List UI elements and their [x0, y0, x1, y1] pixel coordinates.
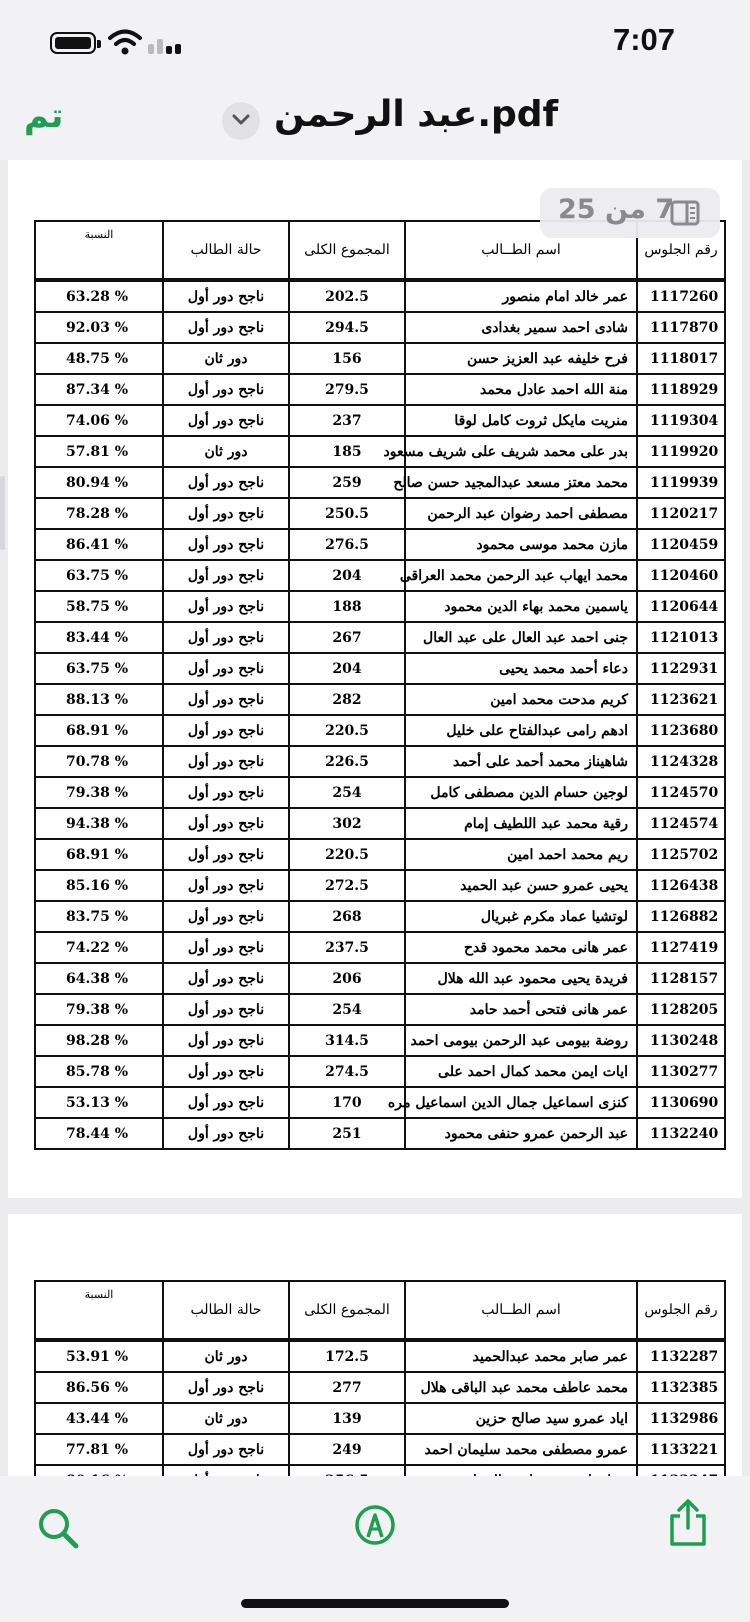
percent-cell: 85.78 % [35, 1056, 163, 1087]
name-cell: عبد الرحمن عمرو حنفى محمود [405, 1118, 637, 1149]
status-cell: ناجح دور أول [163, 529, 289, 560]
seat-cell: 1121013 [637, 622, 725, 653]
table-row [35, 622, 725, 653]
total-cell: 254 [289, 994, 405, 1025]
table-row [35, 467, 725, 498]
table-row [35, 994, 725, 1025]
percent-cell: 85.16 % [35, 870, 163, 901]
status-cell: ناجح دور أول [163, 498, 289, 529]
battery-icon [50, 32, 96, 54]
status-cell: ناجح دور أول [163, 560, 289, 591]
status-cell: ناجح دور أول [163, 994, 289, 1025]
name-cell: عمر هانى محمد محمود قدح [405, 932, 637, 963]
table-row [35, 1087, 725, 1118]
results-table [34, 220, 726, 1150]
total-cell: 237 [289, 405, 405, 436]
name-cell: رقية محمد عبد اللطيف إمام [405, 808, 637, 839]
status-cell: ناجح دور أول [163, 467, 289, 498]
cellular-signal-icon [148, 32, 184, 54]
column-header-percent: النسبة [35, 1281, 163, 1340]
wifi-icon [108, 28, 142, 56]
percent-cell: 94.38 % [35, 808, 163, 839]
total-cell: 254 [289, 777, 405, 808]
nav-bar [0, 90, 750, 160]
percent-cell: 68.91 % [35, 839, 163, 870]
table-row [35, 591, 725, 622]
seat-cell: 1124570 [637, 777, 725, 808]
status-cell: ناجح دور أول [163, 591, 289, 622]
total-cell: 172.5 [289, 1340, 405, 1372]
total-cell: 170 [289, 1087, 405, 1118]
table-row [35, 1372, 725, 1403]
percent-cell: 74.22 % [35, 932, 163, 963]
table-row [35, 312, 725, 343]
pdf-viewer[interactable] [0, 160, 750, 1476]
table-row [35, 1434, 725, 1465]
seat-cell: 1130277 [637, 1056, 725, 1087]
seat-cell: 1126882 [637, 901, 725, 932]
table-row [35, 343, 725, 374]
percent-cell: 87.34 % [35, 374, 163, 405]
percent-cell: 53.91 % [35, 1340, 163, 1372]
table-row [35, 1403, 725, 1434]
sidebar-thumbnails-icon [670, 200, 700, 226]
status-cell: ناجح دور أول [163, 963, 289, 994]
percent-cell: 78.44 % [35, 1118, 163, 1149]
markup-pen-icon[interactable] [354, 1504, 396, 1546]
status-cell: ناجح دور أول [163, 653, 289, 684]
total-cell: 268 [289, 901, 405, 932]
status-cell: ناجح دور أول [163, 777, 289, 808]
total-cell: 259 [289, 467, 405, 498]
percent-cell: 79.38 % [35, 994, 163, 1025]
document-title: عبد الرحمن.pdf [274, 94, 559, 135]
table-row [35, 374, 725, 405]
total-cell: 267 [289, 622, 405, 653]
table-row [35, 901, 725, 932]
table-row [35, 1025, 725, 1056]
seat-cell: 1120459 [637, 529, 725, 560]
total-cell: 276.5 [289, 529, 405, 560]
scroll-indicator[interactable] [0, 476, 5, 550]
seat-cell: 1128205 [637, 994, 725, 1025]
percent-cell: 80.94 % [35, 467, 163, 498]
name-cell: يحيى عمرو حسن عبد الحميد [405, 870, 637, 901]
percent-cell: 43.44 % [35, 1403, 163, 1434]
table-row [35, 1056, 725, 1087]
seat-cell: 1127419 [637, 932, 725, 963]
page-indicator-label: 7 من 25 [558, 194, 675, 225]
name-cell: منة الله احمد عادل محمد [405, 374, 637, 405]
total-cell: 250.5 [289, 498, 405, 529]
name-cell: دعاء أحمد محمد يحيى [405, 653, 637, 684]
percent-cell: 57.81 % [35, 436, 163, 467]
percent-cell: 64.38 % [35, 963, 163, 994]
column-header-status: حالة الطالب [163, 1281, 289, 1340]
done-button[interactable]: تم [24, 96, 64, 136]
table-row [35, 529, 725, 560]
total-cell: 272.5 [289, 870, 405, 901]
seat-cell: 1132287 [637, 1340, 725, 1372]
total-cell: 185 [289, 436, 405, 467]
column-header-name: اسم الطــالب [405, 1281, 637, 1340]
status-cell: ناجح دور أول [163, 932, 289, 963]
name-cell: منريت مايكل ثروت كامل لوقا [405, 405, 637, 436]
column-header-seat: رقم الجلوس [637, 221, 725, 280]
table-row [35, 560, 725, 591]
seat-cell: 1130690 [637, 1087, 725, 1118]
percent-cell: 63.75 % [35, 560, 163, 591]
total-cell: 188 [289, 591, 405, 622]
seat-cell: 1120644 [637, 591, 725, 622]
column-header-total: المجموع الكلى [289, 1281, 405, 1340]
table-row [35, 715, 725, 746]
name-cell: فرح خليفه عبد العزيز حسن [405, 343, 637, 374]
status-cell: ناجح دور أول [163, 622, 289, 653]
total-cell: 204 [289, 653, 405, 684]
total-cell: 156 [289, 343, 405, 374]
total-cell: 282 [289, 684, 405, 715]
name-cell: ادهم رامى عبدالفتاح على خليل [405, 715, 637, 746]
clock: 7:07 [612, 22, 675, 57]
table-row [35, 746, 725, 777]
seat-cell: 1119920 [637, 436, 725, 467]
total-cell: 139 [289, 1403, 405, 1434]
total-cell: 314.5 [289, 1025, 405, 1056]
seat-cell: 1118017 [637, 343, 725, 374]
status-cell: دور ثان [163, 1340, 289, 1372]
name-cell: شادى احمد سمير بغدادى [405, 312, 637, 343]
table-row [35, 1118, 725, 1149]
status-cell: دور ثان [163, 1403, 289, 1434]
status-cell: ناجح دور أول [163, 1372, 289, 1403]
table-row [35, 1340, 725, 1372]
status-cell: ناجح دور أول [163, 405, 289, 436]
seat-cell: 1132385 [637, 1372, 725, 1403]
column-header-total: المجموع الكلى [289, 221, 405, 280]
seat-cell: 1123680 [637, 715, 725, 746]
seat-cell: 1118929 [637, 374, 725, 405]
name-cell: كنزى اسماعيل جمال الدين اسماعيل مره [405, 1087, 637, 1118]
percent-cell: 92.03 % [35, 312, 163, 343]
percent-cell: 78.28 % [35, 498, 163, 529]
status-cell: ناجح دور أول [163, 1087, 289, 1118]
seat-cell: 1119939 [637, 467, 725, 498]
seat-cell: 1133221 [637, 1434, 725, 1465]
pdf-page [8, 160, 742, 1198]
seat-cell: 1132240 [637, 1118, 725, 1149]
percent-cell: 83.44 % [35, 622, 163, 653]
status-cell: ناجح دور أول [163, 280, 289, 312]
name-cell: روضة بيومى عبد الرحمن بيومى احمد [405, 1025, 637, 1056]
seat-cell: 1126438 [637, 870, 725, 901]
total-cell: 226.5 [289, 746, 405, 777]
name-cell: مصطفى احمد رضوان عبد الرحمن [405, 498, 637, 529]
seat-cell: 1117260 [637, 280, 725, 312]
total-cell: 206 [289, 963, 405, 994]
status-bar [0, 0, 750, 90]
name-cell: كريم مدحت محمد امين [405, 684, 637, 715]
results-table [34, 1280, 726, 1497]
column-header-seat: رقم الجلوس [637, 1281, 725, 1340]
table-row [35, 870, 725, 901]
status-cell: ناجح دور أول [163, 1434, 289, 1465]
status-cell: ناجح دور أول [163, 374, 289, 405]
percent-cell: 63.28 % [35, 280, 163, 312]
status-cell: ناجح دور أول [163, 1025, 289, 1056]
percent-cell: 68.91 % [35, 715, 163, 746]
name-cell: محمد معتز مسعد عبدالمجيد حسن صالح [405, 467, 637, 498]
seat-cell: 1132986 [637, 1403, 725, 1434]
percent-cell: 88.13 % [35, 684, 163, 715]
total-cell: 294.5 [289, 312, 405, 343]
table-row [35, 932, 725, 963]
name-cell: عمرو مصطفى محمد سليمان احمد [405, 1434, 637, 1465]
seat-cell: 1120460 [637, 560, 725, 591]
status-cell: ناجح دور أول [163, 870, 289, 901]
seat-cell: 1128157 [637, 963, 725, 994]
name-cell: اياد عمرو سيد صالح حزين [405, 1403, 637, 1434]
name-cell: محمد عاطف محمد عبد الباقى هلال [405, 1372, 637, 1403]
percent-cell: 63.75 % [35, 653, 163, 684]
name-cell: عمر هانى فتحى أحمد حامد [405, 994, 637, 1025]
chevron-down-icon [231, 113, 251, 127]
seat-cell: 1130248 [637, 1025, 725, 1056]
status-cell: ناجح دور أول [163, 1118, 289, 1149]
seat-cell: 1120217 [637, 498, 725, 529]
status-cell: ناجح دور أول [163, 684, 289, 715]
name-cell: لوتشيا عماد مكرم غبريال [405, 901, 637, 932]
table-row [35, 777, 725, 808]
total-cell: 220.5 [289, 839, 405, 870]
total-cell: 204 [289, 560, 405, 591]
percent-cell: 58.75 % [35, 591, 163, 622]
percent-cell: 86.41 % [35, 529, 163, 560]
name-cell: ريم محمد احمد امين [405, 839, 637, 870]
table-row [35, 405, 725, 436]
status-cell: ناجح دور أول [163, 715, 289, 746]
seat-cell: 1123621 [637, 684, 725, 715]
total-cell: 220.5 [289, 715, 405, 746]
total-cell: 249 [289, 1434, 405, 1465]
name-cell: عمر صابر محمد عبدالحميد [405, 1340, 637, 1372]
total-cell: 202.5 [289, 280, 405, 312]
status-cell: ناجح دور أول [163, 312, 289, 343]
seat-cell: 1122931 [637, 653, 725, 684]
name-cell: مازن محمد موسى محمود [405, 529, 637, 560]
status-cell: ناجح دور أول [163, 1056, 289, 1087]
percent-cell: 77.81 % [35, 1434, 163, 1465]
status-cell: ناجح دور أول [163, 746, 289, 777]
table-row [35, 436, 725, 467]
home-indicator[interactable] [241, 1599, 509, 1608]
status-cell: ناجح دور أول [163, 901, 289, 932]
share-icon[interactable] [666, 1498, 710, 1548]
column-header-status: حالة الطالب [163, 221, 289, 280]
name-cell: جنى احمد عبد العال على عبد العال [405, 622, 637, 653]
table-row [35, 653, 725, 684]
page-indicator[interactable] [540, 188, 720, 238]
table-row [35, 839, 725, 870]
table-row [35, 963, 725, 994]
seat-cell: 1125702 [637, 839, 725, 870]
seat-cell: 1117870 [637, 312, 725, 343]
total-cell: 277 [289, 1372, 405, 1403]
name-cell: شاهيناز محمد أحمد على أحمد [405, 746, 637, 777]
status-cell: ناجح دور أول [163, 808, 289, 839]
name-cell: ياسمين محمد بهاء الدين محمود [405, 591, 637, 622]
percent-cell: 79.38 % [35, 777, 163, 808]
seat-cell: 1124574 [637, 808, 725, 839]
status-cell: دور ثان [163, 343, 289, 374]
percent-cell: 70.78 % [35, 746, 163, 777]
name-cell: بدر على محمد شريف على شريف مسعود [405, 436, 637, 467]
percent-cell: 74.06 % [35, 405, 163, 436]
column-header-name: اسم الطــالب [405, 221, 637, 280]
percent-cell: 98.28 % [35, 1025, 163, 1056]
title-menu-button[interactable] [222, 102, 260, 140]
seat-cell: 1119304 [637, 405, 725, 436]
name-cell: فريدة يحيى محمود عبد الله هلال [405, 963, 637, 994]
total-cell: 251 [289, 1118, 405, 1149]
table-row [35, 684, 725, 715]
percent-cell: 53.13 % [35, 1087, 163, 1118]
name-cell: ايات ايمن محمد كمال احمد على [405, 1056, 637, 1087]
search-icon[interactable] [36, 1506, 80, 1550]
table-row [35, 498, 725, 529]
name-cell: محمد ايهاب عبد الرحمن محمد العراقى [405, 560, 637, 591]
total-cell: 274.5 [289, 1056, 405, 1087]
status-cell: ناجح دور أول [163, 839, 289, 870]
column-header-percent: النسبة [35, 221, 163, 280]
total-cell: 237.5 [289, 932, 405, 963]
total-cell: 279.5 [289, 374, 405, 405]
table-row [35, 808, 725, 839]
status-cell: دور ثان [163, 436, 289, 467]
percent-cell: 86.56 % [35, 1372, 163, 1403]
seat-cell: 1124328 [637, 746, 725, 777]
name-cell: عمر خالد امام منصور [405, 280, 637, 312]
table-row [35, 280, 725, 312]
total-cell: 302 [289, 808, 405, 839]
name-cell: لوجين حسام الدين مصطفى كامل [405, 777, 637, 808]
percent-cell: 83.75 % [35, 901, 163, 932]
percent-cell: 48.75 % [35, 343, 163, 374]
